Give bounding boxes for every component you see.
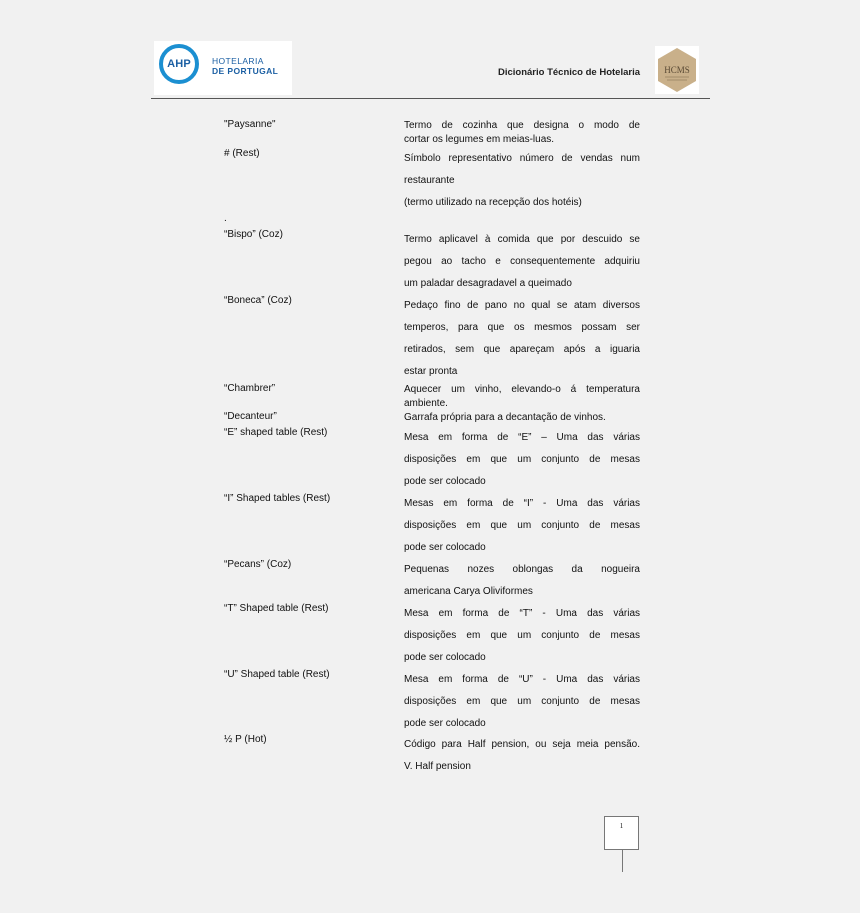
- entry-definition-line: um paladar desagradavel a queimado: [404, 278, 572, 289]
- ahp-logo-name: [212, 56, 278, 76]
- entry-definition: [404, 559, 640, 603]
- entry-definition-line: disposições em que um conjunto de mesas: [404, 696, 640, 707]
- stray-mark: .: [224, 213, 227, 224]
- entry-definition-line: Mesa em forma de “E” – Uma das várias: [404, 432, 640, 443]
- hcms-badge-text: HCMS: [664, 65, 690, 75]
- entry-definition: [404, 229, 640, 295]
- entry-definition: [404, 734, 640, 778]
- ahp-logo-ring: [159, 44, 199, 84]
- entry-term: “U” Shaped table (Rest): [224, 669, 330, 680]
- entry-definition-line: Pedaço fino de pano no qual se atam diversos: [404, 300, 640, 311]
- ahp-logo-line1: HOTELARIA: [212, 56, 264, 66]
- entry-definition-line: disposições em que um conjunto de mesas: [404, 454, 640, 465]
- entry-term: “T” Shaped table (Rest): [224, 603, 329, 614]
- entry-definition-line: disposições em que um conjunto de mesas: [404, 520, 640, 531]
- entry-term: “Chambrer”: [224, 383, 276, 394]
- entry-definition-line: Código para Half pension, ou seja meia pensão.: [404, 739, 640, 750]
- entry-definition: [404, 148, 640, 214]
- hcms-badge-icon: [655, 46, 699, 94]
- ahp-logo-mark: AHP: [167, 58, 191, 70]
- entry-definition-line: pode ser colocado: [404, 718, 486, 729]
- header-divider: [151, 98, 710, 99]
- ahp-logo-line2: DE PORTUGAL: [212, 66, 279, 76]
- entry-term: “Boneca” (Coz): [224, 295, 292, 306]
- entry-definition-line: Aquecer um vinho, elevando-o á temperatura: [404, 384, 640, 395]
- entry-definition: [404, 493, 640, 559]
- entry-term: “Decanteur”: [224, 411, 277, 422]
- entry-definition-line: Termo aplicavel à comida que por descuido se: [404, 234, 640, 245]
- entry-definition: [404, 427, 640, 493]
- entry-definition-line: pode ser colocado: [404, 542, 486, 553]
- entry-definition: [404, 411, 640, 425]
- entry-term: "Paysanne": [224, 119, 276, 130]
- entry-definition-line: pode ser colocado: [404, 652, 486, 663]
- entry-definition: [404, 295, 640, 383]
- entry-definition-line: Mesas em forma de “I” - Uma das várias: [404, 498, 640, 509]
- entry-term: “Pecans” (Coz): [224, 559, 292, 570]
- entry-definition-line: V. Half pension: [404, 761, 471, 772]
- entry-term: # (Rest): [224, 148, 260, 159]
- entry-term: “I” Shaped tables (Rest): [224, 493, 331, 504]
- page-number: 1: [604, 816, 639, 850]
- entry-definition: [404, 119, 640, 147]
- entry-definition-line: temperos, para que os mesmos possam ser: [404, 322, 640, 333]
- entry-definition-line: retirados, sem que apareçam após a iguaria: [404, 344, 640, 355]
- entry-definition-line: Pequenas nozes oblongas da nogueira: [404, 564, 640, 575]
- entry-definition: [404, 603, 640, 669]
- entry-definition-line: restaurante: [404, 175, 455, 186]
- entry-definition-line: pode ser colocado: [404, 476, 486, 487]
- entry-definition-line: (termo utilizado na recepção dos hotéis): [404, 197, 582, 208]
- entry-definition-line: Termo de cozinha que designa o modo de: [404, 120, 640, 131]
- page-number-stem: [622, 850, 623, 872]
- entry-definition-line: Mesa em forma de “T” - Uma das várias: [404, 608, 640, 619]
- entry-definition-line: ambiente.: [404, 398, 448, 409]
- entry-definition: [404, 383, 640, 411]
- entry-definition-line: estar pronta: [404, 366, 458, 377]
- entry-term: “Bispo” (Coz): [224, 229, 283, 240]
- entry-definition-line: Mesa em forma de “U” - Uma das várias: [404, 674, 640, 685]
- entry-definition-line: cortar os legumes em meias-luas.: [404, 134, 555, 145]
- entry-definition-line: americana Carya Oliviformes: [404, 586, 533, 597]
- entry-term: ½ P (Hot): [224, 734, 267, 745]
- entry-definition-line: Símbolo representativo número de vendas num: [404, 153, 640, 164]
- ahp-logo: [154, 41, 292, 95]
- document-title: Dicionário Técnico de Hotelaria: [497, 67, 640, 78]
- entry-term: “E” shaped table (Rest): [224, 427, 328, 438]
- entry-definition-line: disposições em que um conjunto de mesas: [404, 630, 640, 641]
- entry-definition-line: pegou ao tacho e consequentemente adquiriu: [404, 256, 640, 267]
- entry-definition-line: Garrafa própria para a decantação de vinhos.: [404, 412, 606, 423]
- entry-definition: [404, 669, 640, 735]
